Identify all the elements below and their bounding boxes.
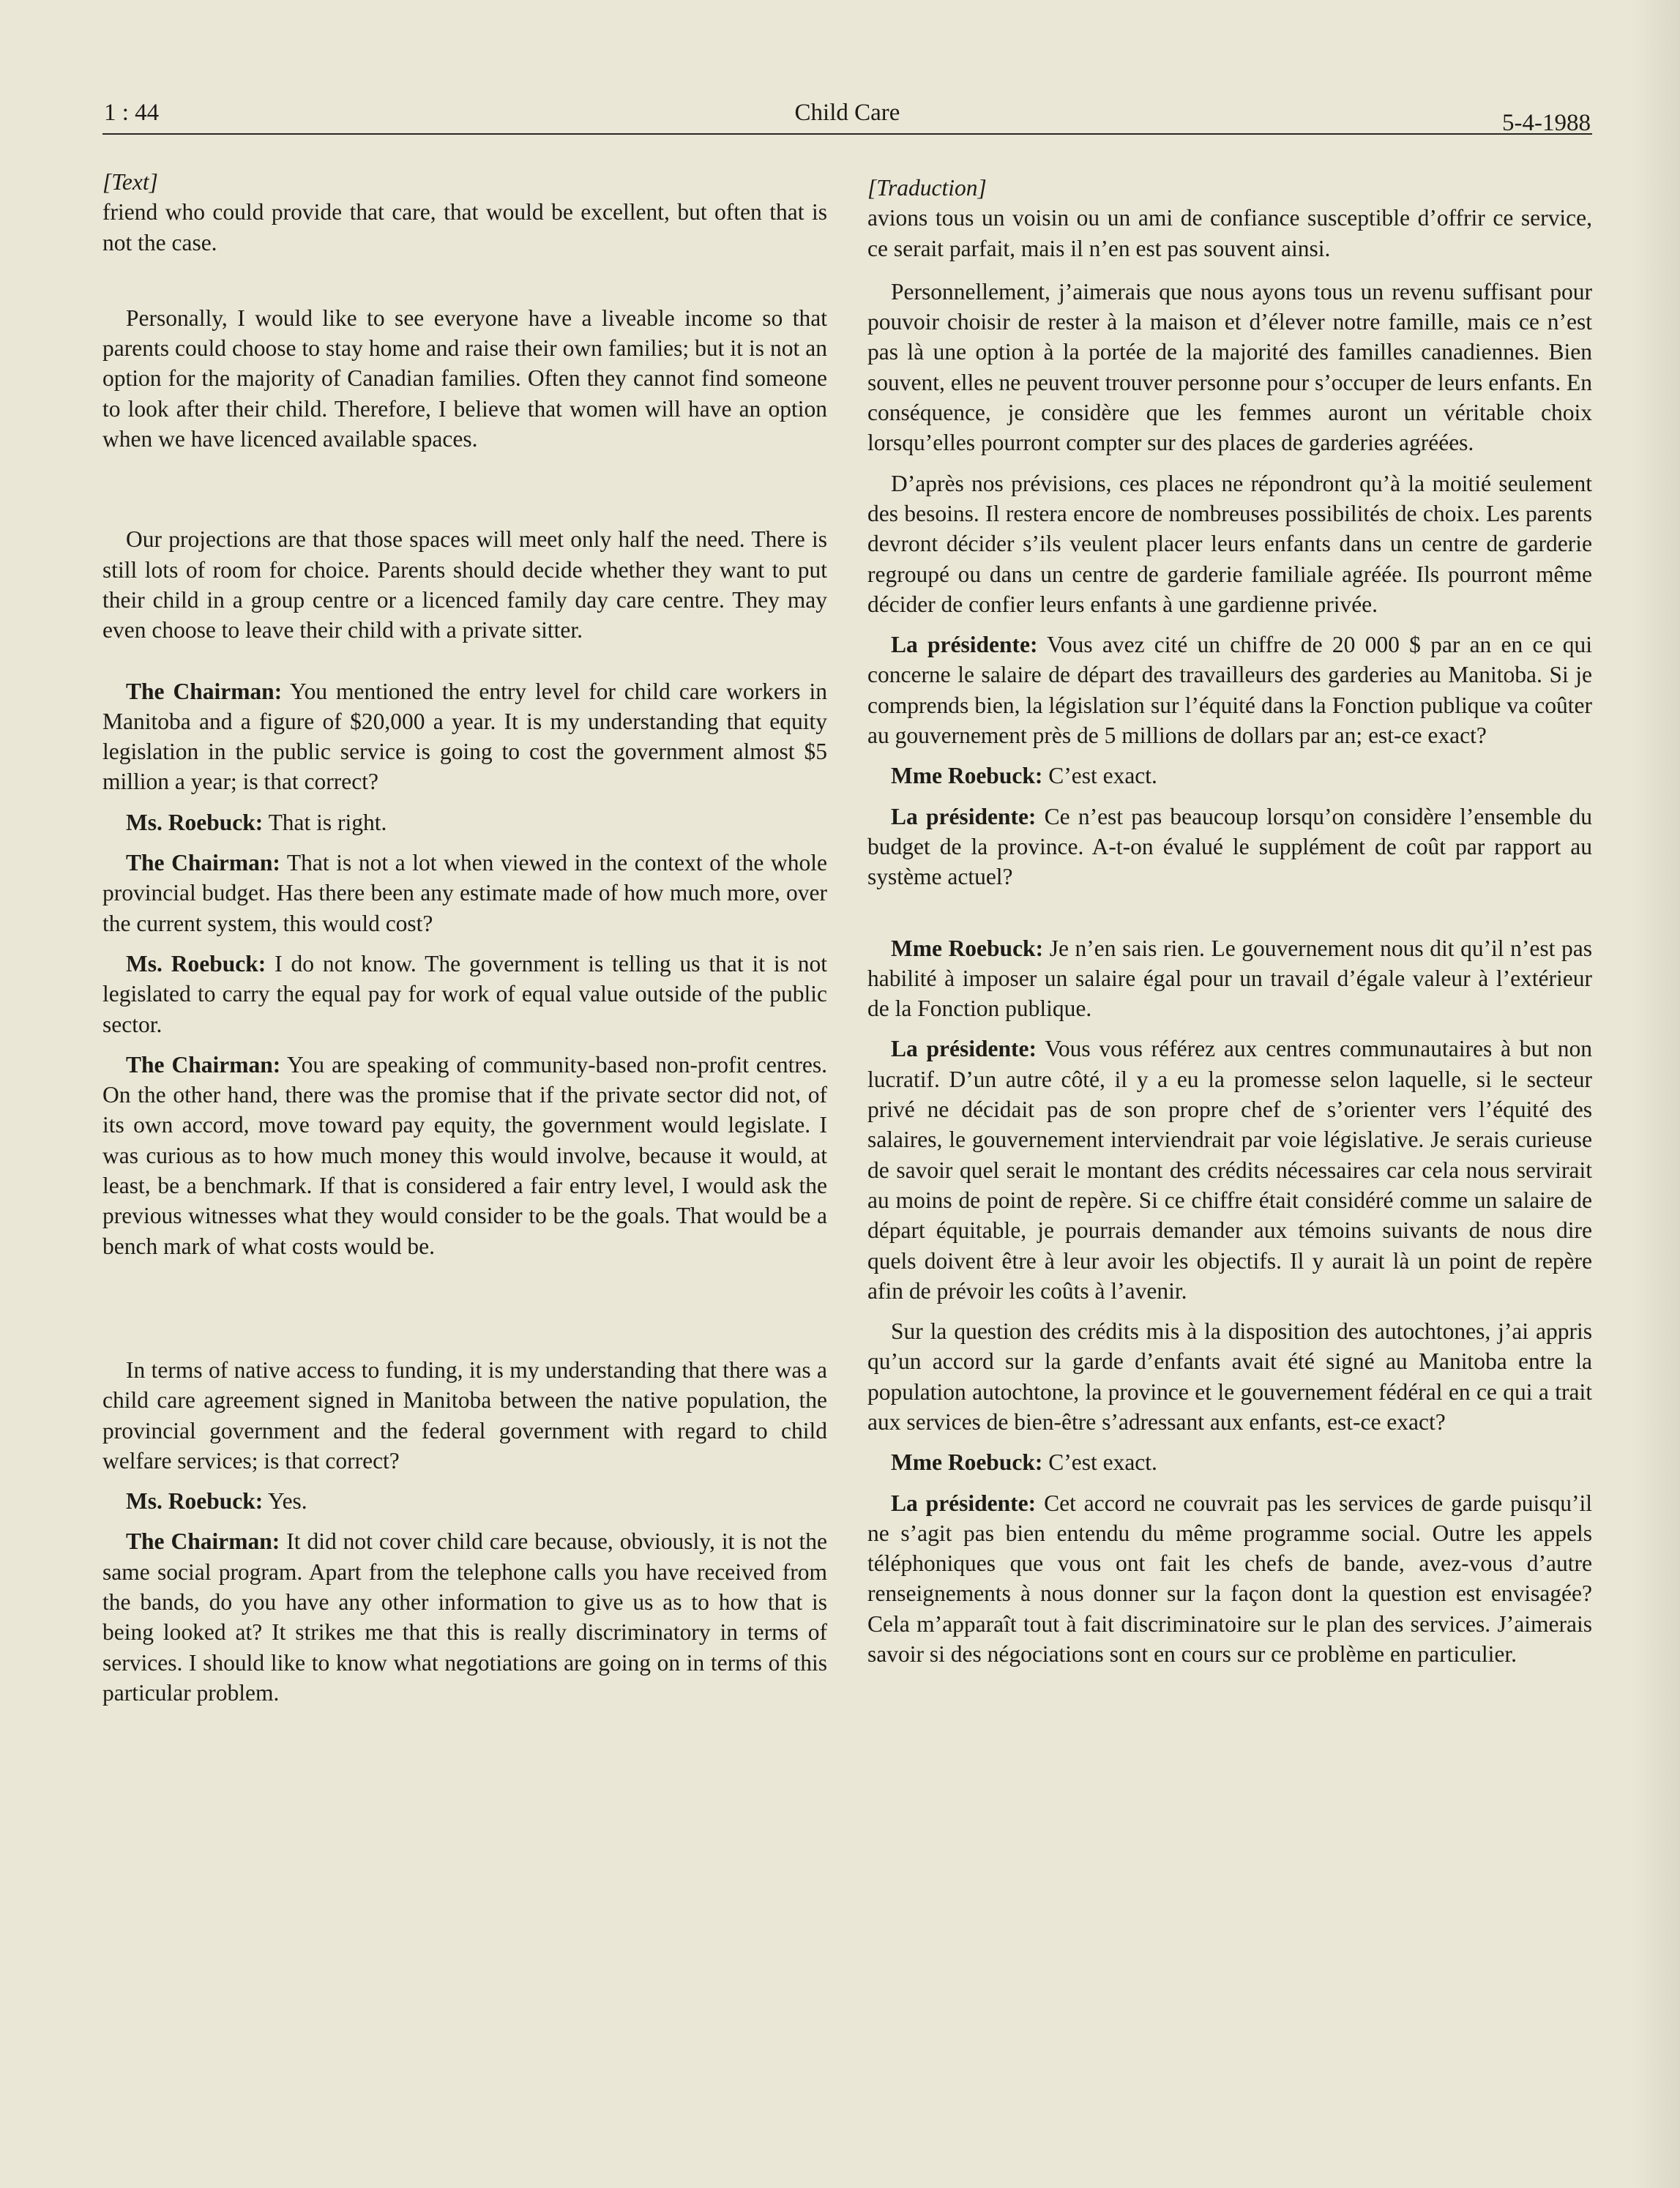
page-edge — [1632, 0, 1680, 2188]
speaker-paragraph: Ms. Roebuck: Yes. — [126, 1488, 307, 1515]
paragraph: Our projections are that those spaces will meet only half the need. There is still lots of room for choice. Parents should decide whether they want to put their child in a group centre or a licenced family day care centre. They may even choose to leave their child with a private sitter. — [102, 526, 827, 643]
language-marker: [Traduction] — [867, 175, 987, 201]
speaker-name: The Chairman: — [126, 850, 280, 876]
paragraph: avions tous un voisin ou un ami de confiance susceptible d’offrir ce service, ce serait parfait, mais il n’en est pas souvent ainsi. — [867, 205, 1592, 261]
speaker-paragraph: The Chairman: You mentioned the entry level for child care workers in Manitoba and a figure of $20,000 a year. It is my understanding that equity legislation in the public service is going to cost the government almost $5 million a year; is that correct? — [102, 678, 827, 795]
speaker-paragraph: The Chairman: It did not cover child care because, obviously, it is not the same social program. Apart from the telephone calls you have received from the bands, do you have any other information to give us as to how that is being looked at? It strikes me that this is really discriminatory in terms of services. I should like to know what negotiations are going on in terms of this particular problem. — [102, 1528, 828, 1706]
running-title: Child Care — [794, 100, 900, 126]
speaker-paragraph: La présidente: Cet accord ne couvrait pas les services de garde puisqu’il ne s’agit pas bien entendu du même programme social. Outre les appels téléphoniques que vous ont fait les chefs de bande, avez-vous d’autre renseignements à nous donner sur la façon dont la question est envisagée? Cela m’apparaît tout à fait discriminatoire sur le plan des services. J’aimerais savoir si des négociations sont en cours sur ce problème en particulier. — [867, 1490, 1593, 1668]
speaker-name: La présidente: — [891, 1036, 1037, 1062]
speaker-name: Ms. Roebuck: — [126, 809, 264, 835]
speaker-name: Mme Roebuck: — [891, 1449, 1043, 1476]
speaker-paragraph: La présidente: Ce n’est pas beaucoup lorsqu’on considère l’ensemble du budget de la province. A-t-on évalué le supplément de coût par rapport au système actuel? — [867, 803, 1593, 890]
page-header — [102, 89, 1592, 135]
speaker-paragraph: La présidente: Vous avez cité un chiffre de 20 000 $ par an en ce qui concerne le salaire de départ des travailleurs des garderies au Manitoba. Si je comprends bien, la législation sur l’équité dans la Fonction publique va coûter au gouvernement près de 5 millions de dollars par an; est-ce exact? — [867, 632, 1592, 749]
speaker-paragraph: Mme Roebuck: C’est exact. — [891, 1449, 1157, 1476]
speaker-paragraph: Mme Roebuck: C’est exact. — [891, 763, 1157, 789]
speaker-name: La présidente: — [891, 632, 1038, 658]
speaker-name: The Chairman: — [126, 1528, 280, 1555]
speaker-paragraph: Ms. Roebuck: I do not know. The government is telling us that it is not legislated to carry the equal pay for work of equal value outside of the public sector. — [102, 950, 828, 1037]
speaker-name: The Chairman: — [126, 678, 283, 704]
speaker-name: Ms. Roebuck: — [126, 1488, 264, 1515]
english-column — [102, 167, 827, 1708]
speaker-name: La présidente: — [891, 803, 1037, 829]
paragraph: In terms of native access to funding, it is my understanding that there was a child care agreement signed in Manitoba between the native population, the provincial government and the federal government with regard to child welfare services; is that correct? — [102, 1356, 827, 1474]
speaker-paragraph: Ms. Roebuck: That is right. — [126, 809, 387, 835]
speaker-name: La présidente: — [891, 1490, 1037, 1516]
page-number: 1 : 44 — [104, 100, 160, 126]
speaker-name: Mme Roebuck: — [891, 935, 1044, 961]
speaker-paragraph: Mme Roebuck: Je n’en sais rien. Le gouvernement nous dit qu’il n’est pas habilité à imposer un salaire égal pour un travail d’égale valeur à l’extérieur de la Fonction publique. — [867, 935, 1593, 1022]
speaker-paragraph: The Chairman: You are speaking of community-based non-profit centres. On the other hand, there was the promise that if the private sector did not, of its own accord, move toward pay equity, the government would legislate. I was curious as to how much money this would involve, because it would, at least, be a benchmark. If that is considered a fair entry level, I would ask the previous witnesses what they would consider to be the goals. That would be a bench mark of what costs would be. — [102, 1051, 827, 1259]
paragraph: Personally, I would like to see everyone have a liveable income so that parents could choose to stay home and raise their own families; but it is not an option for the majority of Canadian families. Often they cannot find someone to look after their child. Therefore, I believe that women will have an option when we have licenced available spaces. — [102, 305, 827, 452]
speaker-name: The Chairman: — [126, 1051, 281, 1078]
language-marker: [Text] — [102, 169, 158, 195]
speaker-name: Mme Roebuck: — [891, 763, 1043, 789]
paragraph: friend who could provide that care, that would be excellent, but often that is not the case. — [102, 199, 827, 255]
header-date: 5-4-1988 — [1502, 110, 1591, 136]
speaker-name: Ms. Roebuck: — [126, 950, 266, 977]
paragraph: Sur la question des crédits mis à la disposition des autochtones, j’ai appris qu’un accord sur la garde d’enfants avait été signé au Manitoba entre la population autochtone, la province et le gouvernement fédéral en ce qui a trait aux services de bien-être s’adressant aux enfants, est-ce exact? — [867, 1318, 1592, 1435]
speaker-paragraph: The Chairman: That is not a lot when viewed in the context of the whole provincial budget. Has there been any estimate made of how much more, over the current system, this would cost? — [102, 850, 827, 936]
speaker-paragraph: La présidente: Vous vous référez aux centres communautaires à but non lucratif. D’un autre côté, il y a eu la promesse selon laquelle, si le secteur privé ne décidait pas de son propre chef de s’orienter vers l’équité des salaires, le gouvernement interviendrait par voie législative. Je serais curieuse de savoir quel serait le montant des crédits nécessaires car cela nous servirait au moins de point de repère. Si ce chiffre était considéré comme un salaire de départ équitable, je pourrais demander aux témoins suivants de nous dire quels doivent être à leur avoir les objectifs. Il y aurait là un point de repère afin de prévoir les coûts à l’avenir. — [867, 1036, 1593, 1304]
french-column — [867, 173, 1592, 1669]
paragraph: Personnellement, j’aimerais que nous ayons tous un revenu suffisant pour pouvoir choisir de rester à la maison et d’élever notre famille, mais ce n’est pas là une option à la portée de la majorité des familles canadiennes. Bien souvent, elles ne peuvent trouver personne pour s’occuper de leurs enfants. En conséquence, je considère que les femmes auront un véritable choix lorsqu’elles pourront compter sur des places de garderies agréées. — [867, 278, 1592, 456]
paragraph: D’après nos prévisions, ces places ne répondront qu’à la moitié seulement des besoins. Il restera encore de nombreuses possibilités de choix. Les parents devront décider s’ils veulent placer leurs enfants dans un centre de garderie regroupé ou dans un centre de garderie familiale agréée. Ils pourront même décider de confier leurs enfants à une gardienne privée. — [867, 470, 1592, 617]
